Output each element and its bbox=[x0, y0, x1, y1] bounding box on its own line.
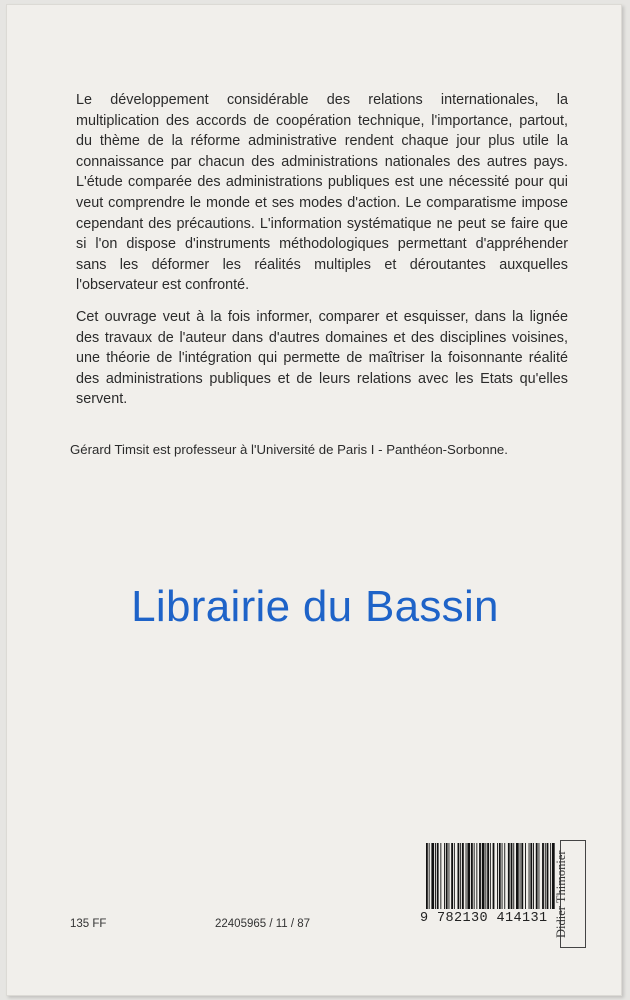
barcode-bar bbox=[533, 843, 534, 909]
watermark-text: Librairie du Bassin bbox=[131, 582, 499, 631]
barcode-bar bbox=[493, 843, 495, 909]
barcode-bar bbox=[530, 843, 532, 909]
catalog-code: 22405965 / 11 / 87 bbox=[215, 918, 311, 930]
barcode-bar bbox=[487, 843, 489, 909]
barcode-bar bbox=[502, 843, 503, 909]
barcode-bar bbox=[504, 843, 505, 909]
barcode-bar bbox=[446, 843, 448, 909]
barcode-bar bbox=[440, 843, 441, 909]
barcode-bar bbox=[539, 843, 540, 909]
barcode-bar bbox=[490, 843, 491, 909]
barcode-bar bbox=[511, 843, 513, 909]
barcode-bar bbox=[542, 843, 544, 909]
barcode-bar bbox=[467, 843, 470, 909]
barcode-bar bbox=[536, 843, 538, 909]
barcode-bar bbox=[497, 843, 498, 909]
barcode-bar bbox=[462, 843, 464, 909]
barcode-bar bbox=[426, 843, 428, 909]
barcode-bar bbox=[547, 843, 549, 909]
barcode-bar bbox=[525, 843, 526, 909]
barcode-bar bbox=[449, 843, 450, 909]
price-label: 135 FF bbox=[70, 918, 107, 930]
barcode-bar bbox=[460, 843, 461, 909]
blurb bbox=[76, 90, 568, 421]
barcode-bar bbox=[454, 843, 455, 909]
barcode-bar bbox=[466, 843, 467, 909]
barcode-bar bbox=[513, 843, 514, 909]
barcode-bar bbox=[508, 843, 510, 909]
isbn-number: 9 782130 414131 bbox=[420, 911, 548, 926]
barcode-bar bbox=[521, 843, 523, 909]
blurb-paragraph-1: Le développement considérable des relations internationales, la multiplication des accords de coopération technique, l'importance, partout, du thème de la réforme administrative rendent chaque jour plus utile la connaissance par chacun des administrations nationales des autres pays. L'étude comparée des administrations publiques est une nécessité pour qui veut comprendre le monde et ses modes d'action. Le comparatisme impose cependant des précautions. L'information systématique ne peut se faire que si l'on dispose d'instruments méthodologiques permettant d'appréhender sans les déformer les réalités multiples et déroutantes auxquelles l'observateur est confronté. bbox=[76, 92, 568, 294]
barcode-bar bbox=[545, 843, 546, 909]
author-note: Gérard Timsit est professeur à l'Université de Paris I - Panthéon-Sorbonne. bbox=[70, 442, 508, 457]
barcode-bar bbox=[520, 843, 521, 909]
barcode-bar bbox=[516, 843, 519, 909]
barcode-bar bbox=[444, 843, 445, 909]
barcode-bar bbox=[529, 843, 530, 909]
barcode-bar bbox=[482, 843, 485, 909]
barcode-bar bbox=[451, 843, 453, 909]
barcode-bar bbox=[458, 843, 460, 909]
barcode-bar bbox=[471, 843, 473, 909]
barcode-bars bbox=[424, 843, 556, 909]
barcode-bar bbox=[479, 843, 481, 909]
barcode-bar bbox=[550, 843, 551, 909]
barcode-bar bbox=[437, 843, 439, 909]
barcode-bar bbox=[485, 843, 486, 909]
barcode-bar bbox=[429, 843, 430, 909]
publisher-name: Didier Thimonier bbox=[554, 850, 568, 938]
blurb-paragraph-2: Cet ouvrage veut à la fois informer, comparer et esquisser, dans la lignée des travaux de l'auteur dans d'autres domaines et des disciplines voisines, une théorie de l'intégration qui permette de maîtriser la foisonnante réalité des administrations publiques et de leurs relations avec les Etats qu'elles servent. bbox=[76, 308, 568, 408]
barcode-bar bbox=[499, 843, 501, 909]
barcode-bar bbox=[476, 843, 477, 909]
barcode bbox=[424, 843, 556, 943]
barcode-bar bbox=[435, 843, 436, 909]
barcode-bar bbox=[431, 843, 434, 909]
barcode-bar bbox=[474, 843, 475, 909]
